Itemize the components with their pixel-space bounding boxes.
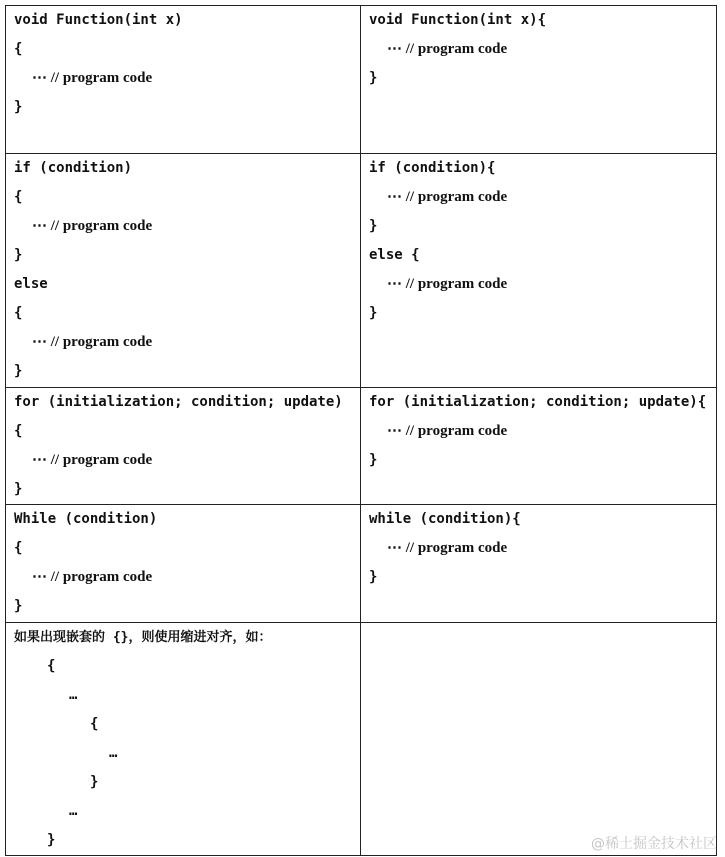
code-line: }: [90, 774, 99, 790]
code-line: {: [14, 305, 23, 321]
code-line: {: [14, 189, 23, 205]
code-comment-line: ⋯ // program code: [32, 334, 153, 350]
code-line: {: [14, 423, 23, 439]
code-line: while (condition){: [369, 511, 521, 527]
code-line: }: [47, 832, 56, 848]
code-line: …: [109, 745, 118, 761]
cell-function-next-line-brace: [6, 6, 361, 154]
code-comment-line: ⋯ // program code: [32, 218, 153, 234]
code-comment-line: ⋯ // program code: [387, 189, 508, 205]
code-line: {: [14, 540, 23, 556]
cell-if-else-same-line-brace: [361, 154, 717, 388]
code-comment-line: ⋯ // program code: [32, 70, 153, 86]
code-line: }: [14, 481, 23, 497]
cell-nested-indent-example: [6, 623, 361, 856]
cell-function-same-line-brace: [361, 6, 717, 154]
code-line: if (condition){: [369, 160, 496, 176]
cell-empty: [361, 623, 717, 856]
code-line: for (initialization; condition; update){: [369, 394, 707, 410]
code-line: }: [14, 598, 23, 614]
code-line: }: [369, 305, 378, 321]
code-line: {: [90, 716, 99, 732]
cell-while-next-line-brace: [6, 505, 361, 623]
code-line: else: [14, 276, 48, 292]
cell-for-same-line-brace: [361, 388, 717, 505]
code-comment-line: ⋯ // program code: [32, 452, 153, 468]
table-row-while: [6, 505, 717, 623]
code-comment-line: ⋯ // program code: [387, 276, 508, 292]
nesting-note: 如果出现嵌套的 {}，则使用缩进对齐，如：: [14, 630, 272, 645]
table-row-function: [6, 6, 717, 154]
code-line: {: [14, 41, 23, 57]
code-line: }: [369, 70, 378, 86]
code-line: }: [14, 99, 23, 115]
code-line: …: [69, 687, 78, 703]
table-row-for: [6, 388, 717, 505]
code-line: void Function(int x){: [369, 12, 547, 28]
cell-while-same-line-brace: [361, 505, 717, 623]
code-comment-line: ⋯ // program code: [387, 423, 508, 439]
code-line: }: [14, 247, 23, 263]
cell-if-else-next-line-brace: [6, 154, 361, 388]
code-line: for (initialization; condition; update): [14, 394, 343, 410]
code-style-table: [5, 5, 717, 856]
code-comment-line: ⋯ // program code: [387, 540, 508, 556]
code-comment-line: ⋯ // program code: [32, 569, 153, 585]
code-line: {: [47, 658, 56, 674]
code-line: }: [369, 218, 378, 234]
code-line: }: [369, 569, 378, 585]
code-line: }: [369, 452, 378, 468]
code-line: else {: [369, 247, 420, 263]
code-line: While (condition): [14, 511, 158, 527]
code-line: void Function(int x): [14, 12, 183, 28]
watermark: @稀土掘金技术社区: [591, 836, 717, 852]
code-line: …: [69, 803, 78, 819]
table-row-nesting: [6, 623, 717, 856]
code-comment-line: ⋯ // program code: [387, 41, 508, 57]
code-line: }: [14, 363, 23, 379]
table-row-if-else: [6, 154, 717, 388]
code-line: if (condition): [14, 160, 133, 176]
cell-for-next-line-brace: [6, 388, 361, 505]
